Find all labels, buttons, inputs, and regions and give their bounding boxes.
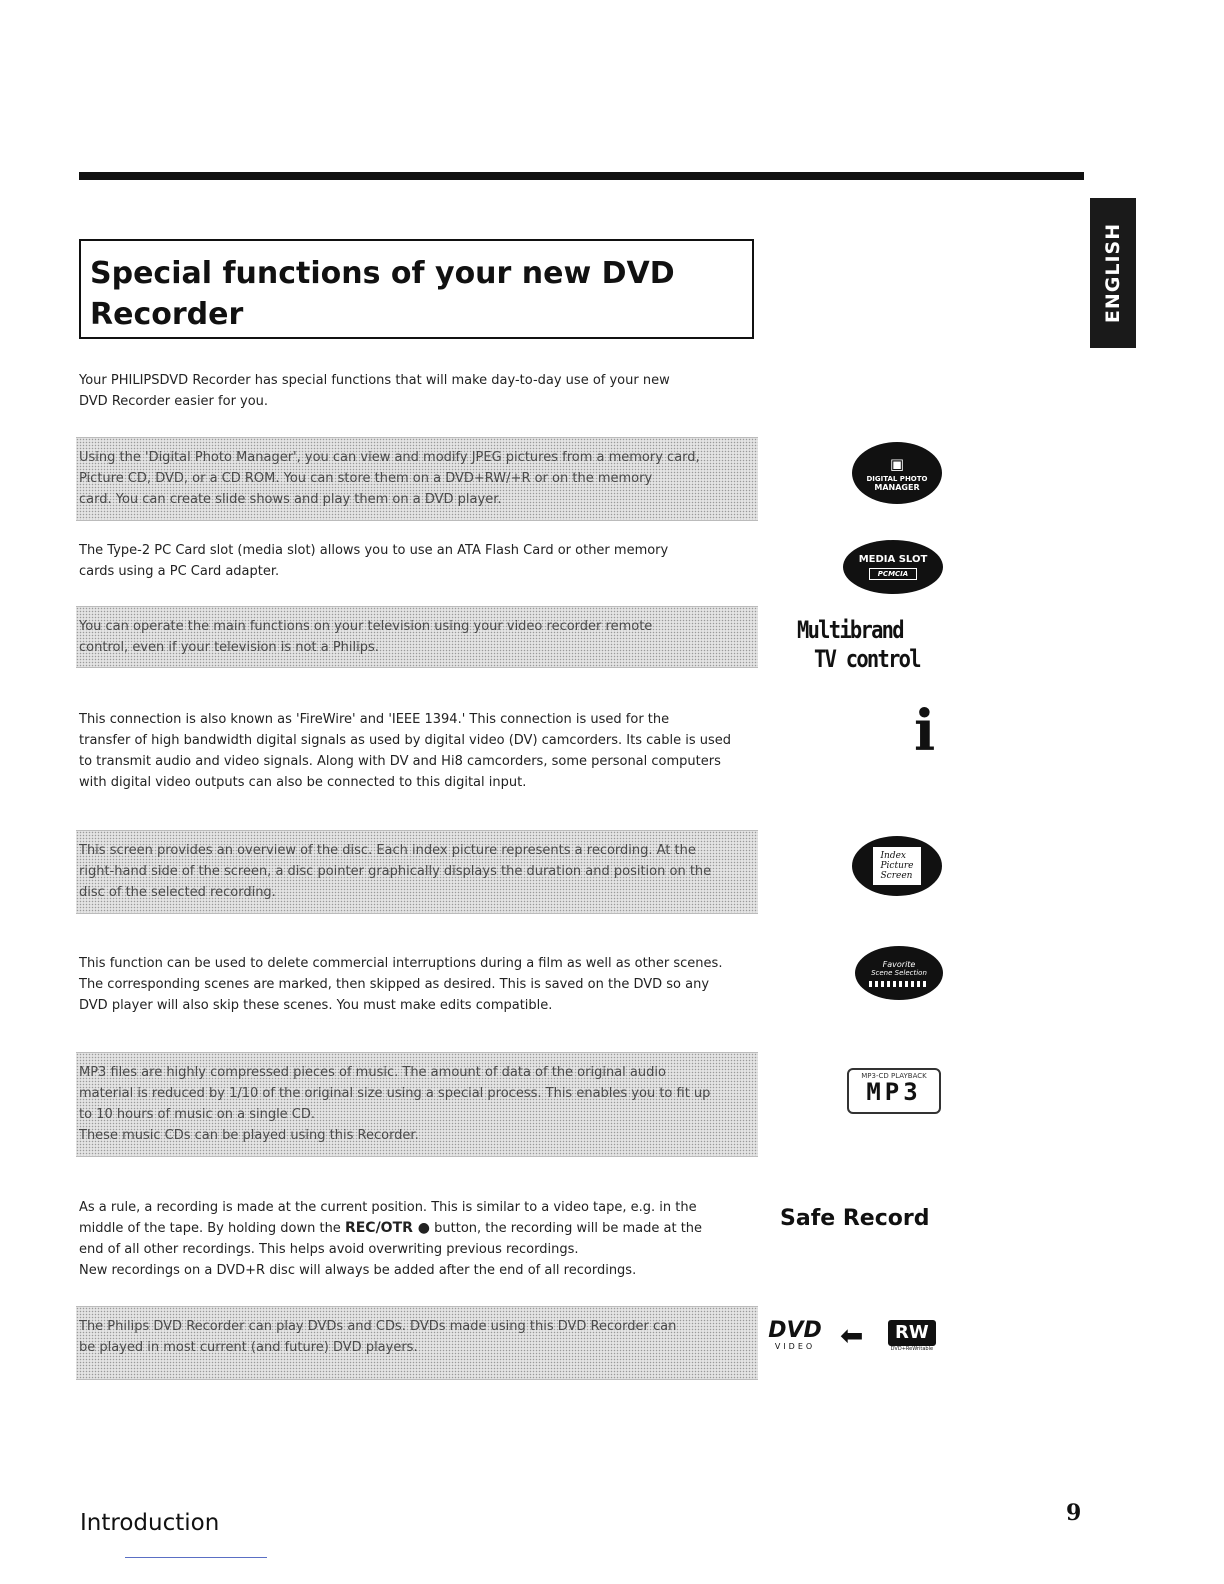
- photo-manager-icon-label: DIGITAL PHOTO: [866, 474, 928, 483]
- index-icon-label: Index: [880, 851, 906, 861]
- safe-record-label: Safe Record: [780, 1206, 930, 1231]
- scene-icon-label: Favorite: [882, 959, 916, 969]
- compatibility-line: be played in most current (and future) DVD players.: [79, 1340, 418, 1355]
- media-slot-icon-sublabel: PCMCIA: [869, 568, 917, 580]
- index-picture-line: This screen provides an overview of the disc. Each index picture represents a recording. At the: [79, 843, 696, 858]
- favorite-scene-selection-icon: [855, 946, 943, 1000]
- index-picture-line: disc of the selected recording.: [79, 885, 276, 900]
- page-title-line-2: Recorder: [90, 297, 244, 332]
- compatibility-line: The Philips DVD Recorder can play DVDs and CDs. DVDs made using this DVD Recorder can: [79, 1319, 677, 1334]
- mp3-icon-big: MP3: [866, 1078, 922, 1106]
- scene-selection-paragraph: [79, 953, 722, 1016]
- multibrand-line: You can operate the main functions on your television using your video recorder remote: [79, 619, 653, 634]
- media-slot-line: cards using a PC Card adapter.: [79, 564, 280, 579]
- photo-manager-line: Using the 'Digital Photo Manager', you can view and modify JPEG pictures from a memory card,: [79, 450, 700, 465]
- dvd-video-logo: [766, 1320, 824, 1351]
- multibrand-line: control, even if your television is not a Philips.: [79, 640, 379, 655]
- scene-icon-label: Scene Selection: [871, 968, 927, 977]
- language-tab-label: ENGLISH: [1102, 222, 1124, 324]
- multibrand-label: [797, 616, 920, 674]
- page-title-line-1: Special functions of your new DVD: [90, 256, 675, 291]
- scene-selection-line: This function can be used to delete commercial interruptions during a film as well as other scenes.: [79, 956, 723, 971]
- info-i-glyph: i: [914, 698, 936, 764]
- page-number: 9: [1066, 1500, 1082, 1526]
- index-picture-screen-icon: [852, 836, 942, 896]
- digital-photo-manager-icon: ▣ DIGITAL PHOTO MANAGER: [852, 442, 942, 504]
- safe-record-text: middle of the tape. By holding down the: [79, 1221, 345, 1236]
- intro-paragraph: [79, 370, 670, 412]
- rw-logo-subtext: DVD+ReWritable: [890, 1346, 934, 1352]
- media-slot-icon-label: MEDIA SLOT: [858, 554, 928, 565]
- firewire-line: to transmit audio and video signals. Along with DV and Hi8 camcorders, some personal computers: [79, 754, 721, 769]
- media-slot-icon: [843, 540, 943, 594]
- multibrand-label-line: TV control: [814, 645, 920, 673]
- film-strip-icon: [869, 981, 929, 987]
- index-picture-line: right-hand side of the screen, a disc pointer graphically displays the duration and position on the: [79, 864, 712, 879]
- page-title: [90, 253, 752, 335]
- safe-record-line: New recordings on a DVD+R disc will always be added after the end of all recordings.: [79, 1263, 637, 1278]
- page-title-box: [79, 239, 754, 339]
- photo-manager-line: card. You can create slide shows and play them on a DVD player.: [79, 492, 502, 507]
- firewire-line: This connection is also known as 'FireWire' and 'IEEE 1394.' This connection is used for the: [79, 712, 670, 727]
- footer-divider: [125, 1557, 267, 1558]
- disc-arrow-icon: ⬅: [840, 1319, 864, 1352]
- rec-otr-key: REC/OTR ●: [344, 1220, 431, 1236]
- dvd-logo-text: DVD: [768, 1318, 822, 1343]
- index-icon-label: Picture: [880, 861, 914, 871]
- media-slot-line: The Type-2 PC Card slot (media slot) allows you to use an ATA Flash Card or other memory: [79, 543, 669, 558]
- safe-record-line: end of all other recordings. This helps avoid overwriting previous recordings.: [79, 1242, 579, 1257]
- mp3-line: material is reduced by 1/10 of the original size using a special process. This enables you to fit up: [79, 1086, 711, 1101]
- mp3-cd-playback-icon: [847, 1068, 941, 1114]
- mp3-line: These music CDs can be played using this Recorder.: [79, 1128, 419, 1143]
- photo-manager-box: [76, 437, 758, 521]
- compatibility-box: [76, 1306, 758, 1380]
- mp3-line: to 10 hours of music on a single CD.: [79, 1107, 316, 1122]
- top-rule: [79, 172, 1084, 180]
- firewire-line: transfer of high bandwidth digital signals as used by digital video (DV) camcorders. Its cable is used: [79, 733, 731, 748]
- safe-record-paragraph: [79, 1197, 702, 1281]
- multibrand-box: [76, 606, 758, 668]
- mp3-box: [76, 1052, 758, 1157]
- safe-record-text: button, the recording will be made at the: [430, 1221, 703, 1236]
- index-icon-label: Screen: [880, 871, 913, 881]
- photo-manager-line: Picture CD, DVD, or a CD ROM. You can store them on a DVD+RW/+R or on the memory: [79, 471, 653, 486]
- index-picture-box: [76, 830, 758, 914]
- intro-line: Your PHILIPSDVD Recorder has special functions that will make day-to-day use of your new: [79, 373, 670, 388]
- safe-record-line: [79, 1218, 702, 1239]
- info-i-icon: [914, 700, 935, 762]
- photo-manager-icon-label: MANAGER: [874, 482, 920, 492]
- dvd-logo-subtext: VIDEO: [774, 1342, 816, 1351]
- scene-selection-line: DVD player will also skip these scenes. You must make edits compatible.: [79, 998, 553, 1013]
- scene-selection-line: The corresponding scenes are marked, then skipped as desired. This is saved on the DVD so any: [79, 977, 710, 992]
- dvd-rw-logo: [888, 1320, 936, 1352]
- safe-record-line: As a rule, a recording is made at the current position. This is similar to a video tape, e.g. in the: [79, 1200, 697, 1215]
- language-tab: [1090, 198, 1136, 348]
- firewire-paragraph: [79, 709, 731, 793]
- media-slot-paragraph: [79, 540, 668, 582]
- intro-line: DVD Recorder easier for you.: [79, 394, 269, 409]
- mp3-icon-label: MP3-CD PLAYBACK: [861, 1072, 927, 1080]
- mp3-line: MP3 files are highly compressed pieces of music. The amount of data of the original audio: [79, 1065, 666, 1080]
- footer-section-title: Introduction: [80, 1510, 220, 1536]
- firewire-line: with digital video outputs can also be connected to this digital input.: [79, 775, 527, 790]
- rw-logo-text: RW: [888, 1320, 936, 1346]
- multibrand-label-line: Multibrand: [797, 616, 903, 644]
